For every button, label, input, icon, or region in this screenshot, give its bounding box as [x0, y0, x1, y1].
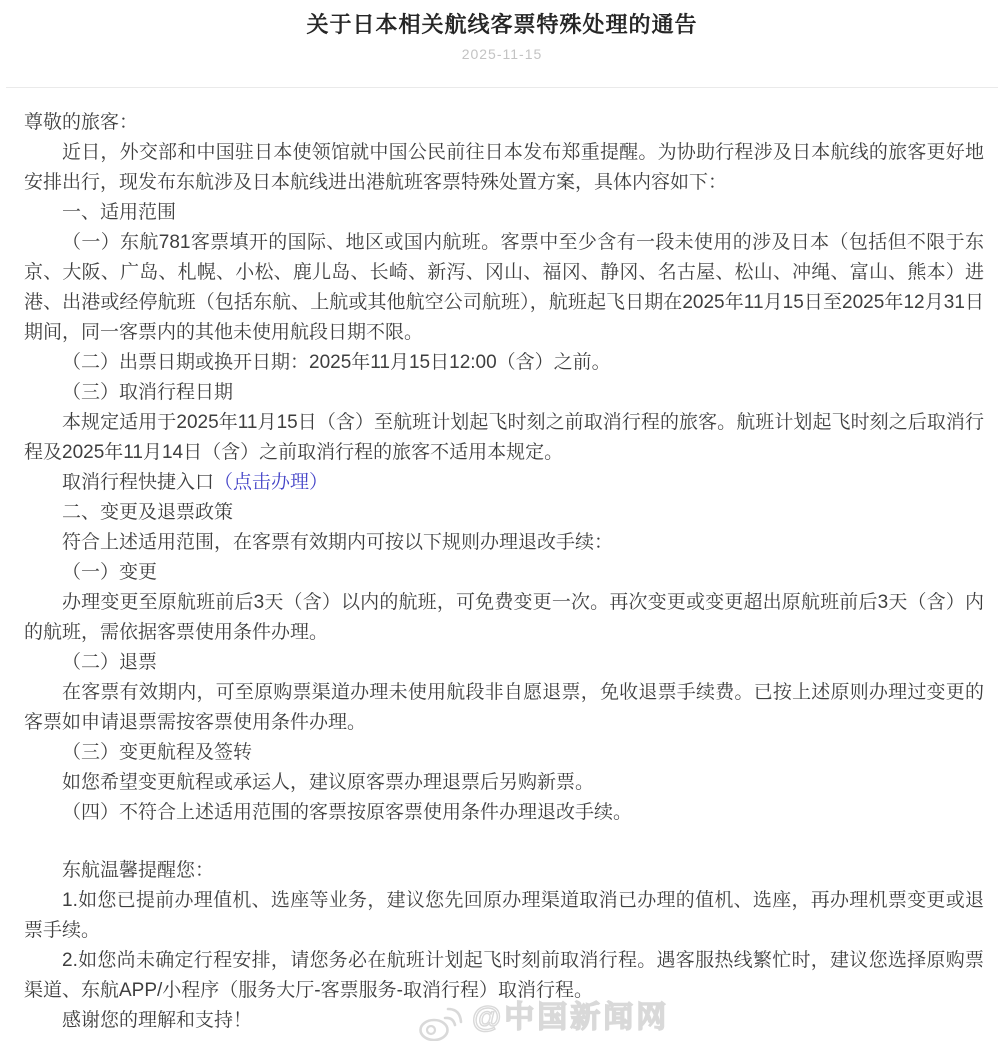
policy-item-2-detail: 在客票有效期内，可至原购票渠道办理未使用航段非自愿退票，免收退票手续费。已按上述原则办理过变更的客票如申请退票需按客票使用条件办理。	[24, 682, 984, 733]
reminder-item-1: 1.如您已提前办理值机、选座等业务，建议您先回原办理渠道取消已办理的值机、选座，再办理机票变更或退票手续。	[24, 890, 984, 941]
reminder-item-2: 2.如您尚未确定行程安排，请您务必在航班计划起飞时刻前取消行程。遇客服热线繁忙时，建议您选择原购票渠道、东航APP/小程序（服务大厅-客票服务-取消行程）取消行程。	[24, 950, 984, 1001]
cancel-entry-line	[24, 468, 984, 498]
policy-item-4: （四）不符合上述适用范围的客票按原客票使用条件办理退改手续。	[62, 802, 633, 823]
page-title: 关于日本相关航线客票特殊处理的通告	[306, 12, 698, 37]
intro-paragraph: 近日，外交部和中国驻日本使领馆就中国公民前往日本发布郑重提醒。为协助行程涉及日本航线的旅客更好地安排出行，现发布东航涉及日本航线进出港航班客票特殊处置方案，具体内容如下：	[24, 142, 984, 193]
cancel-trip-link[interactable]: （点击办理）	[214, 472, 329, 493]
scope-item-3: （三）取消行程日期	[62, 382, 234, 403]
blank-line	[24, 828, 984, 856]
policy-intro: 符合上述适用范围，在客票有效期内可按以下规则办理退改手续：	[62, 532, 614, 553]
salutation: 尊敬的旅客：	[24, 112, 139, 133]
notice-header	[0, 0, 1004, 62]
section-1-heading: 一、适用范围	[62, 202, 177, 223]
section-2-heading: 二、变更及退票政策	[62, 502, 234, 523]
closing-thanks: 感谢您的理解和支持！	[62, 1010, 253, 1031]
scope-item-2: （二）出票日期或换开日期：2025年11月15日12:00（含）之前。	[62, 352, 611, 373]
policy-item-3-heading: （三）变更航程及签转	[62, 742, 253, 763]
policy-item-1-heading: （一）变更	[62, 562, 158, 583]
publish-date: 2025-11-15	[461, 46, 543, 62]
notice-body	[0, 88, 1004, 1036]
cancel-entry-label: 取消行程快捷入口	[62, 472, 215, 493]
scope-item-1: （一）东航781客票填开的国际、地区或国内航班。客票中至少含有一段未使用的涉及日本（包括但不限于东京、大阪、广岛、札幌、小松、鹿儿岛、长崎、新泻、冈山、福冈、静冈、名古屋、松山、冲绳、富山、熊本）进港、出港或经停航班（包括东航、上航或其他航空公司航班），航班起飞日期在2025年11月15日至2025年12月31日期间，同一客票内的其他未使用航段日期不限。	[24, 232, 984, 343]
policy-item-2-heading: （二）退票	[62, 652, 158, 673]
policy-item-3-detail: 如您希望变更航程或承运人，建议原客票办理退票后另购新票。	[62, 772, 595, 793]
watermark-text: @中国新闻网	[472, 1001, 670, 1034]
reminder-heading: 东航温馨提醒您：	[62, 860, 215, 881]
policy-item-1-detail: 办理变更至原航班前后3天（含）以内的航班，可免费变更一次。再次变更或变更超出原航班前后3天（含）内的航班，需依据客票使用条件办理。	[24, 592, 984, 643]
scope-item-3-detail: 本规定适用于2025年11月15日（含）至航班计划起飞时刻之前取消行程的旅客。航班计划起飞时刻之后取消行程及2025年11月14日（含）之前取消行程的旅客不适用本规定。	[24, 412, 984, 463]
